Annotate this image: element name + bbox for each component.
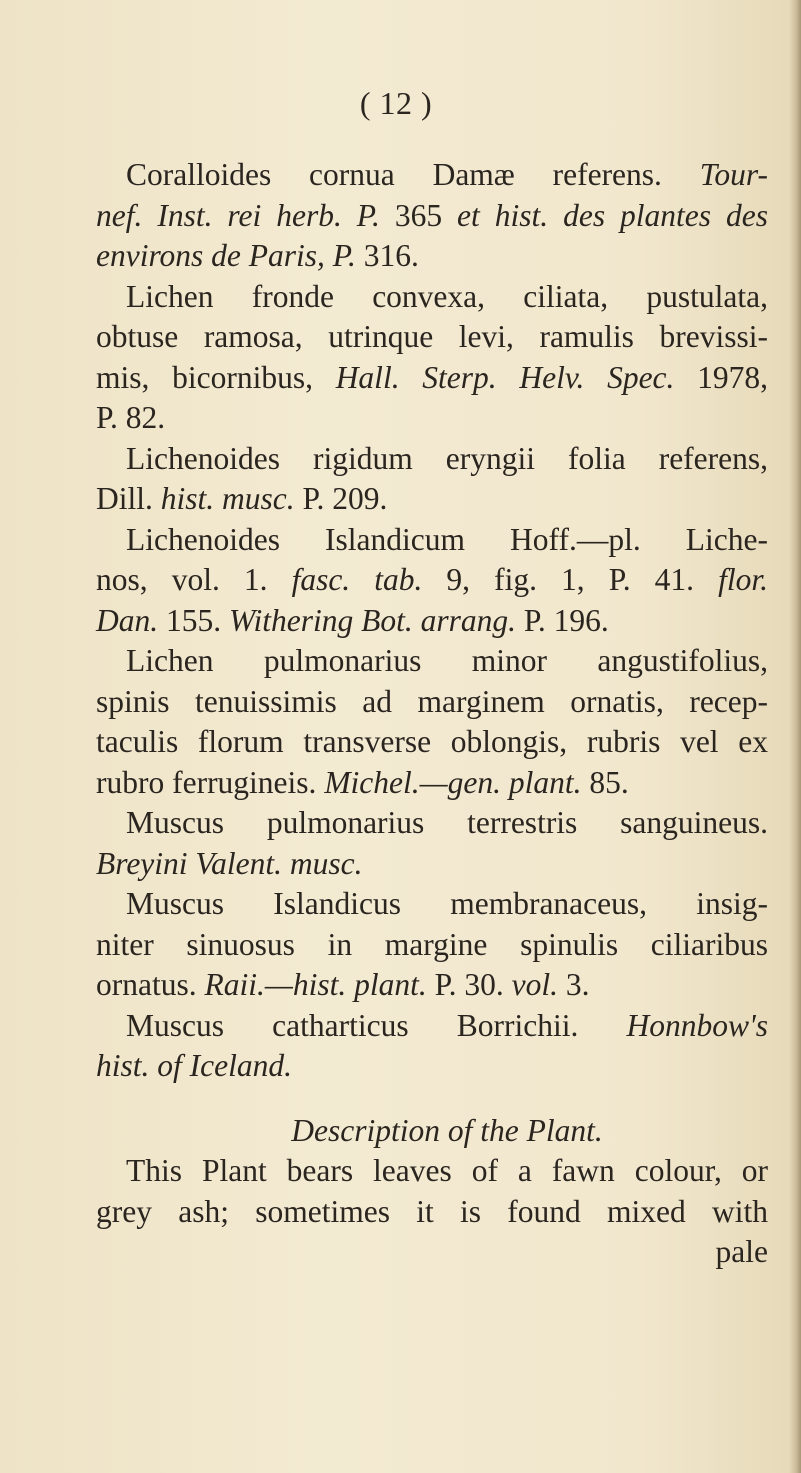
italic-text: et hist. des plantes des [457, 197, 769, 233]
text-line: Lichenoides rigidum eryngii folia referens, [126, 440, 768, 476]
text-line: grey ash; sometimes it is found mixed with [96, 1193, 768, 1229]
italic-text: Honnbow's [626, 1007, 768, 1043]
italic-text: Description of the Plant. [291, 1112, 603, 1148]
text-line: spinis tenuissimis ad marginem ornatis, recep- [96, 683, 768, 719]
italic-text: environs de Paris, P. [96, 238, 356, 273]
text-line: environs de Paris, P. 316. [96, 238, 419, 273]
italic-text: hist. musc. [160, 481, 295, 516]
text-line: nef. Inst. rei herb. P. 365 et hist. des plantes des [96, 197, 769, 233]
text-line: Dan. 155. Withering Bot. arrang. P. 196. [96, 602, 609, 638]
text-line: mis, bicornibus, Hall. Sterp. Helv. Spec. 1978, [96, 359, 769, 395]
italic-text: Dan. [96, 602, 159, 638]
text-line: ornatus. Raii.—hist. plant. P. 30. vol. 3. [96, 967, 590, 1002]
section-gap [96, 1087, 768, 1111]
page-edge-shadow [789, 0, 801, 1473]
italic-text: nef. Inst. rei herb. P. [96, 197, 380, 233]
section-heading [96, 1111, 768, 1152]
text-line: Muscus Islandicus membranaceus, insig- [126, 886, 768, 921]
text-line: Lichen pulmonarius minor angustifolius, [126, 643, 768, 678]
italic-text: Hall. Sterp. Helv. Spec. [335, 359, 675, 395]
text-line: Muscus catharticus Borrichii. Honnbow's [126, 1007, 768, 1043]
italic-text: Breyini Valent. musc. [96, 845, 363, 881]
text-line: niter sinuosus in margine spinulis ciliaribus [96, 926, 768, 962]
text-line: Coralloides cornua Damæ referens. Tour- [126, 157, 768, 192]
italic-text: hist. of Iceland. [96, 1048, 292, 1083]
text-line: P. 82. [96, 400, 166, 435]
text-line: rubro ferrugineis. Michel.—gen. plant. 85. [96, 764, 629, 800]
italic-text: Withering Bot. arrang. [229, 602, 517, 638]
text-line: Lichenoides Islandicum Hoff.—pl. Liche- [126, 521, 768, 557]
text-line: Lichen fronde convexa, ciliata, pustulata, [126, 278, 768, 314]
italic-text: flor. [718, 562, 769, 597]
text-line: nos, vol. 1. fasc. tab. 9, fig. 1, P. 41. flor. [96, 562, 769, 597]
italic-text: Tour- [699, 157, 768, 192]
text-line: taculis florum transverse oblongis, rubris vel ex [96, 724, 768, 759]
text-line [96, 844, 768, 885]
italic-text: Michel.—gen. plant. [324, 764, 582, 800]
text-line: This Plant bears leaves of a fawn colour, or [126, 1153, 768, 1188]
text-line: Dill. hist. musc. P. 209. [96, 481, 388, 516]
italic-text: vol. [511, 967, 559, 1002]
text-line [96, 1046, 768, 1087]
text-line: Muscus pulmonarius terrestris sanguineus. [126, 805, 768, 840]
body-text [96, 155, 768, 1273]
italic-text: Raii.—hist. plant. [204, 967, 427, 1002]
catchword: pale [715, 1234, 768, 1269]
page-number: ( 12 ) [359, 85, 433, 121]
text-line: obtuse ramosa, utrinque levi, ramulis brevissi- [96, 319, 768, 354]
italic-text: fasc. tab. [291, 562, 423, 597]
